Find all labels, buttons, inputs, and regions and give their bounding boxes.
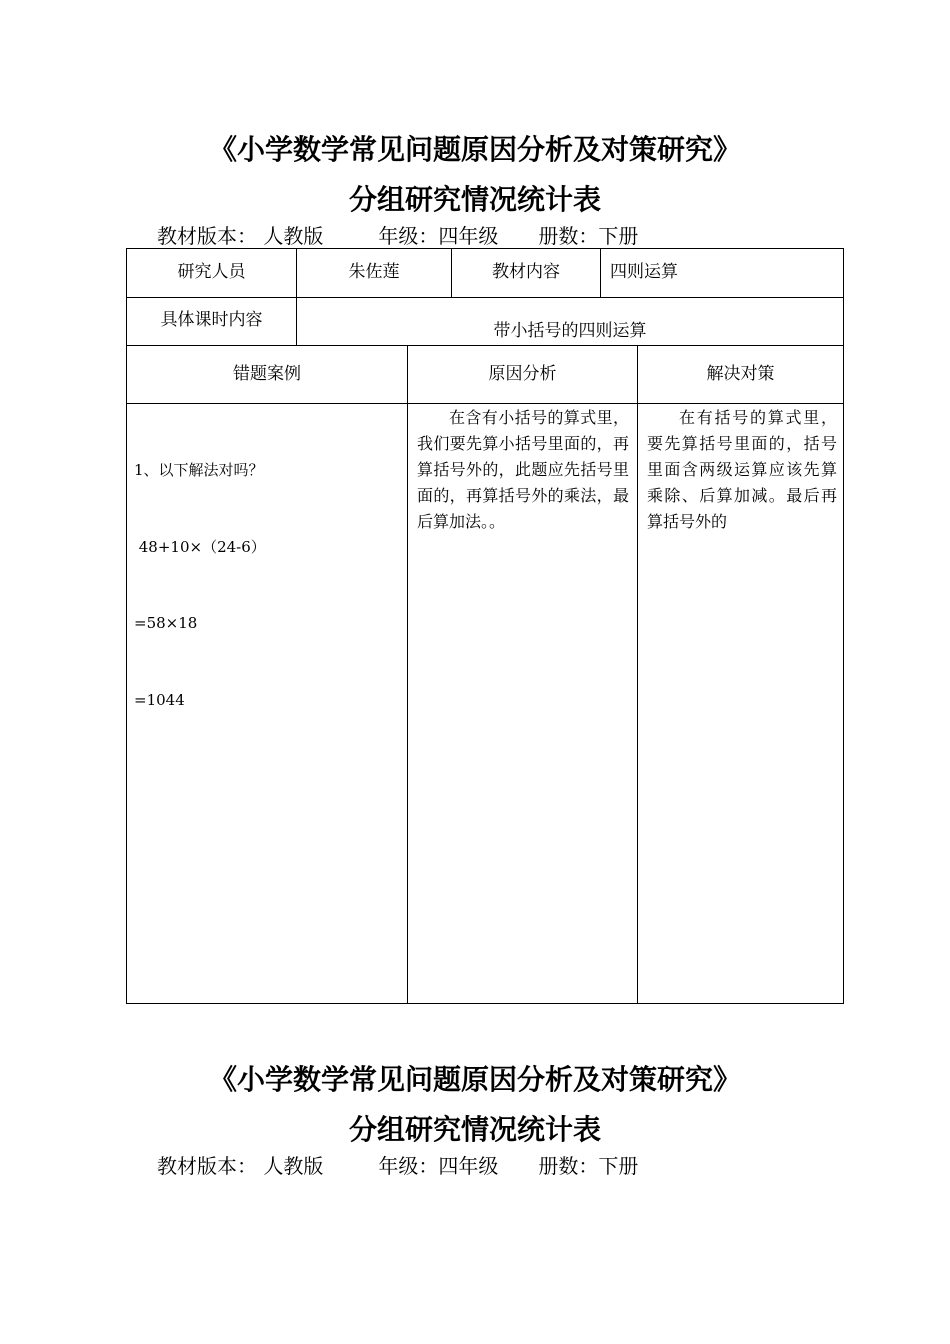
error-case-line: =1044 bbox=[134, 690, 185, 709]
col-header-cause-analysis: 原因分析 bbox=[488, 364, 557, 384]
edition-label: 教材版本： 人教版 bbox=[157, 1154, 324, 1178]
lesson-label: 具体课时内容 bbox=[160, 310, 263, 330]
content-value: 四则运算 bbox=[610, 262, 678, 282]
document-title: 《小学数学常见问题原因分析及对策研究》 bbox=[208, 133, 741, 166]
document-subtitle-2: 分组研究情况统计表 bbox=[348, 1113, 601, 1146]
error-case bbox=[134, 407, 402, 764]
textbook-info bbox=[157, 223, 638, 249]
volume-label: 册数：下册 bbox=[538, 224, 639, 248]
researcher-label: 研究人员 bbox=[177, 262, 246, 282]
document-subtitle: 分组研究情况统计表 bbox=[348, 183, 601, 216]
edition-label: 教材版本： 人教版 bbox=[157, 224, 324, 248]
textbook-info-2 bbox=[157, 1153, 638, 1179]
grade-label: 年级：四年级 bbox=[378, 1154, 499, 1178]
error-case-line: 1、以下解法对吗？ bbox=[134, 461, 264, 479]
solution-text: 在有括号的算式里，要先算括号里面的，括号里面含两级运算应该先算乘除、后算加减。最后再算括号外的 bbox=[647, 408, 837, 531]
error-case-line: 48+10×（24-6） bbox=[134, 537, 266, 556]
col-header-solutions: 解决对策 bbox=[706, 364, 775, 384]
content-label: 教材内容 bbox=[492, 262, 560, 282]
document-title-2: 《小学数学常见问题原因分析及对策研究》 bbox=[208, 1063, 741, 1096]
grade-label: 年级：四年级 bbox=[378, 224, 499, 248]
lesson-value: 带小括号的四则运算 bbox=[493, 321, 647, 341]
col-header-error-cases: 错题案例 bbox=[233, 364, 301, 384]
volume-label: 册数：下册 bbox=[538, 1154, 639, 1178]
cause-analysis-text: 在含有小括号的算式里，我们要先算小括号里面的，再算括号外的，此题应先括号里面的，再算括号外的乘法，最后算加法。。 bbox=[417, 408, 629, 531]
research-table bbox=[126, 248, 844, 1004]
researcher-name: 朱佐莲 bbox=[348, 262, 400, 282]
error-case-line: =58×18 bbox=[134, 614, 198, 632]
